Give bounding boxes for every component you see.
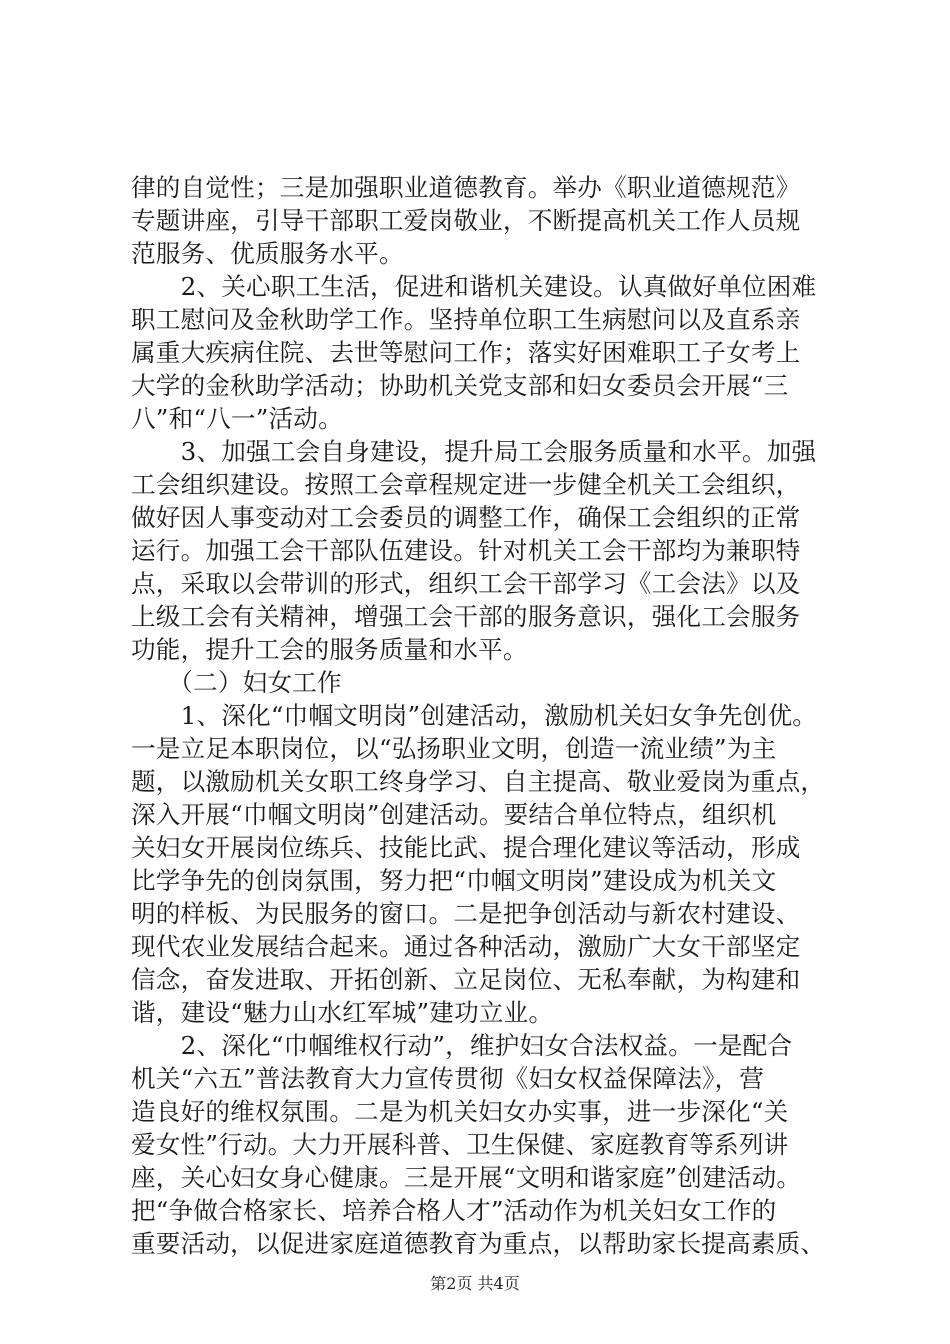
text-line: 范服务、优质服务水平。 <box>131 239 404 268</box>
text-line: 上级工会有关精神，增强工会干部的服务意识，强化工会服务 <box>131 602 801 631</box>
text-line: 比学争先的创岗氛围，努力把“巾帼文明岗”建设成为机关文 <box>131 866 777 895</box>
text-line: 1、深化“巾帼文明岗”创建活动，激励机关妇女争先创优。 <box>131 701 818 730</box>
text-line: 信念，奋发进取、开拓创新、立足岗位、无私奉献，为构建和 <box>131 965 801 994</box>
text-line: 明的样板、为民服务的窗口。二是把争创活动与新农村建设、 <box>131 899 801 928</box>
text-line: 工会组织建设。按照工会章程规定进一步健全机关工会组织， <box>131 470 801 499</box>
page-number-footer: 第2页 共4页 <box>430 1274 520 1293</box>
text-line: 专题讲座，引导干部职工爱岗敬业，不断提高机关工作人员规 <box>131 206 801 235</box>
text-line: 造良好的维权氛围。二是为机关妇女办实事，进一步深化“关 <box>131 1097 789 1126</box>
text-line: 现代农业发展结合起来。通过各种活动，激励广大女干部坚定 <box>131 932 801 961</box>
text-line: 座，关心妇女身心健康。三是开展“文明和谐家庭”创建活动。 <box>131 1163 802 1192</box>
text-line: 2、深化“巾帼维权行动”，维护妇女合法权益。一是配合 <box>131 1031 793 1060</box>
text-line: 关妇女开展岗位练兵、技能比武、提合理化建议等活动，形成 <box>131 833 801 862</box>
text-line: 谐，建设“魅力山水红军城”建功立业。 <box>131 998 554 1027</box>
text-line: 点，采取以会带训的形式，组织工会干部学习《工会法》以及 <box>131 569 801 598</box>
text-line: 八”和“八一”活动。 <box>131 404 343 433</box>
text-line: 2、关心职工生活，促进和谐机关建设。认真做好单位困难 <box>131 272 817 301</box>
text-line: 深入开展“巾帼文明岗”创建活动。要结合单位特点，组织机 <box>131 800 777 829</box>
text-line: 职工慰问及金秋助学工作。坚持单位职工生病慰问以及直系亲 <box>131 305 801 334</box>
text-line: 把“争做合格家长、培养合格人才”活动作为机关妇女工作的 <box>131 1196 777 1225</box>
text-line: 律的自觉性；三是加强职业道德教育。举办《职业道德规范》 <box>131 173 801 202</box>
text-line: 题，以激励机关女职工终身学习、自主提高、敬业爱岗为重点， <box>131 767 826 796</box>
text-line: 属重大疾病住院、去世等慰问工作；落实好困难职工子女考上 <box>131 338 801 367</box>
text-line: 功能，提升工会的服务质量和水平。 <box>131 635 528 664</box>
text-line: 大学的金秋助学活动；协助机关党支部和妇女委员会开展“三 <box>131 371 789 400</box>
text-line: 3、加强工会自身建设，提升局工会服务质量和水平。加强 <box>131 437 817 466</box>
text-line: 机关“六五”普法教育大力宣传贯彻《妇女权益保障法》，营 <box>131 1064 765 1093</box>
text-line: 重要活动，以促进家庭道德教育为重点，以帮助家长提高素质、 <box>131 1229 826 1258</box>
text-line: 做好因人事变动对工会委员的调整工作，确保工会组织的正常 <box>131 503 801 532</box>
text-line: 运行。加强工会干部队伍建设。针对机关工会干部均为兼职特 <box>131 536 801 565</box>
text-line: 一是立足本职岗位，以“弘扬职业文明，创造一流业绩”为主 <box>131 734 777 763</box>
section-heading: （二）妇女工作 <box>131 668 342 697</box>
text-line: 爱女性”行动。大力开展科普、卫生保健、家庭教育等系列讲 <box>131 1130 789 1159</box>
